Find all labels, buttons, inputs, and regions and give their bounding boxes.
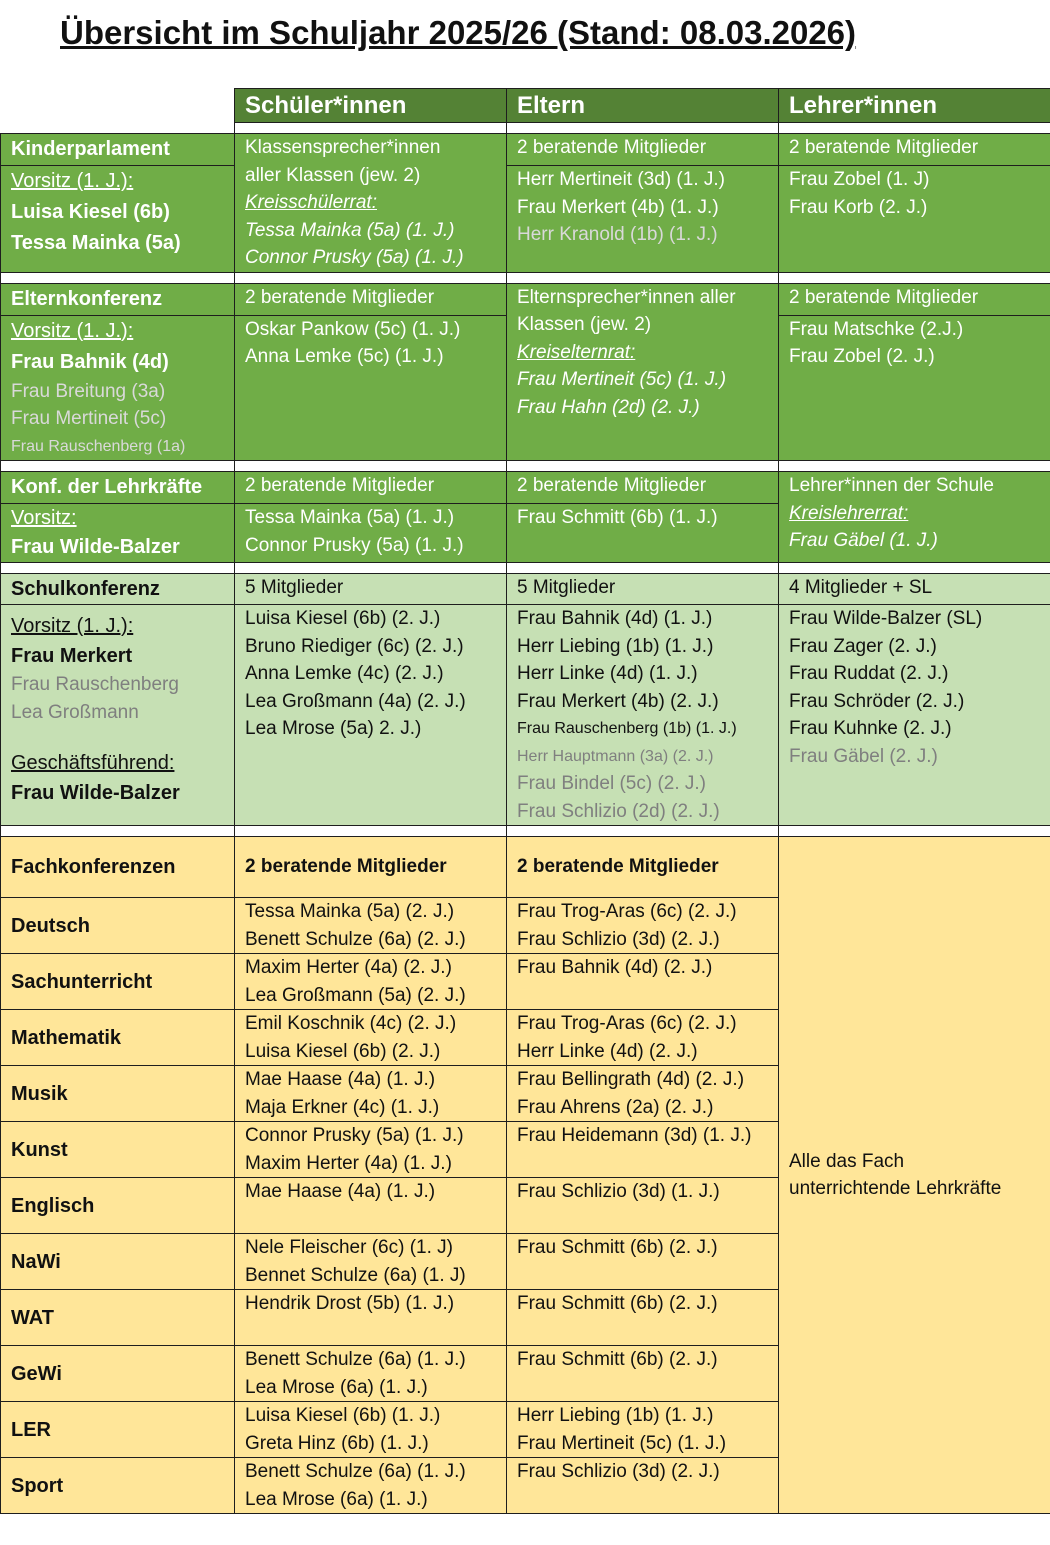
gap-blank	[1, 123, 235, 134]
fach-eltern-member: Frau Ahrens (2a) (2. J.)	[517, 1096, 714, 1118]
fach-name: Englisch	[1, 1178, 235, 1234]
kp-eltern-count: 2 beratende Mitglieder	[507, 134, 779, 166]
fach-name: Kunst	[1, 1122, 235, 1178]
fach-eltern-members	[507, 1010, 779, 1066]
fach-eltern-member: Frau Schmitt (6b) (2. J.)	[517, 1349, 718, 1370]
fach-eltern-member: Frau Bellingrath (4d) (2. J.)	[517, 1069, 745, 1090]
fach-schueler-member: Luisa Kiesel (6b) (1. J.)	[245, 1405, 441, 1426]
gap-row	[1, 563, 1050, 574]
kl-schueler-count: 2 beratende Mitglieder	[235, 472, 507, 504]
kp-vorsitz-member: Tessa Mainka (5a)	[11, 232, 181, 255]
sk-eltern-member: Frau Bahnik (4d) (1. J.)	[517, 608, 713, 629]
gap-cell	[235, 563, 507, 574]
fach-schueler-members	[235, 1346, 507, 1402]
fach-eltern-members	[507, 1066, 779, 1122]
kl-eltern-members	[507, 504, 779, 563]
fach-schueler-member: Maja Erkner (4c) (1. J.)	[245, 1096, 440, 1118]
gap-cell	[1, 563, 235, 574]
gap-cell	[779, 563, 1050, 574]
sk-eltern-count: 5 Mitglieder	[507, 574, 779, 605]
kp-eltern-member-inactive: Herr Kranold (1b) (1. J.)	[517, 224, 718, 246]
fach-schueler-member: Lea Mrose (6a) (1. J.)	[245, 1488, 428, 1510]
kl-kreis-label: Kreislehrerrat:	[789, 502, 909, 524]
gap-cell	[507, 123, 779, 134]
header-eltern: Eltern	[507, 89, 779, 123]
header-lehrer: Lehrer*innen	[779, 89, 1050, 123]
gap-row	[1, 826, 1050, 837]
kl-schueler-member: Tessa Mainka (5a) (1. J.)	[245, 507, 455, 528]
sk-gf-member: Frau Wilde-Balzer	[11, 782, 180, 804]
sk-lehrer-count: 4 Mitglieder + SL	[779, 574, 1050, 605]
fach-eltern-member: Herr Linke (4d) (2. J.)	[517, 1040, 698, 1062]
fach-schueler-member: Benett Schulze (6a) (1. J.)	[245, 1349, 466, 1370]
sk-gf-label: Geschäftsführend:	[11, 752, 175, 774]
kl-eltern-member: Frau Schmitt (6b) (1. J.)	[517, 507, 718, 528]
fach-schueler-members	[235, 1290, 507, 1346]
gap-cell	[1, 461, 235, 472]
fach-eltern-member: Frau Schlizio (3d) (2. J.)	[517, 1461, 720, 1482]
fach-name: WAT	[1, 1290, 235, 1346]
fk-schueler-count: 2 beratende Mitglieder	[235, 837, 507, 898]
sk-eltern-deputy: Herr Hauptmann (3a) (2. J.)	[517, 747, 714, 765]
kp-schueler-line: Klassensprecher*innen	[245, 137, 441, 158]
sk-eltern-member: Frau Merkert (4b) (2. J.)	[517, 690, 719, 712]
schulkonferenz-vorsitz	[1, 605, 235, 826]
sk-eltern-deputy: Frau Bindel (5c) (2. J.)	[517, 773, 706, 794]
fach-schueler-member: Lea Mrose (6a) (1. J.)	[245, 1376, 428, 1398]
ek-lehrer-member: Frau Zobel (2. J.)	[789, 346, 935, 367]
fach-schueler-members	[235, 1458, 507, 1514]
fach-schueler-member: Maxim Herter (4a) (2. J.)	[245, 957, 452, 978]
gap-cell	[507, 563, 779, 574]
fach-name: Sport	[1, 1458, 235, 1514]
fach-eltern-members	[507, 1290, 779, 1346]
fach-eltern-members	[507, 1458, 779, 1514]
fach-schueler-member: Emil Koschnik (4c) (2. J.)	[245, 1013, 457, 1034]
kp-kreis-label: Kreisschülerrat:	[245, 192, 377, 213]
kp-lehrer-members	[779, 166, 1050, 272]
sk-eltern-deputy: Frau Schlizio (2d) (2. J.)	[517, 800, 720, 822]
fach-name: GeWi	[1, 1346, 235, 1402]
fk-lehrer	[779, 837, 1050, 1514]
fach-eltern-members	[507, 1402, 779, 1458]
kl-lehrer	[779, 472, 1050, 563]
fach-eltern-member: Frau Schlizio (3d) (2. J.)	[517, 928, 720, 950]
gap-cell	[779, 461, 1050, 472]
schulkonferenz-row-2	[1, 605, 1050, 826]
header-row	[1, 89, 1050, 123]
kinderparlament-row-1	[1, 134, 1050, 166]
ek-schueler-members	[235, 315, 507, 461]
gap-cell	[1, 826, 235, 837]
fach-schueler-member: Connor Prusky (5a) (1. J.)	[245, 1125, 464, 1146]
kp-vorsitz-member: Luisa Kiesel (6b)	[11, 201, 170, 224]
sk-lehrer-member: Frau Zager (2. J.)	[789, 635, 937, 657]
ek-lehrer-members	[779, 315, 1050, 461]
fach-eltern-member: Frau Trog-Aras (6c) (2. J.)	[517, 1013, 737, 1034]
fach-eltern-member: Frau Schlizio (3d) (1. J.)	[517, 1181, 720, 1202]
fach-eltern-members	[507, 1234, 779, 1290]
gap-cell	[779, 826, 1050, 837]
ek-schueler-member: Oskar Pankow (5c) (1. J.)	[245, 318, 461, 340]
ek-vorsitz-label: Vorsitz (1. J.):	[11, 319, 134, 342]
fk-lehrer-line: Alle das Fach	[789, 1150, 905, 1172]
gap-row	[1, 123, 1050, 134]
fach-name: Mathematik	[1, 1010, 235, 1066]
kp-eltern-member: Herr Mertineit (3d) (1. J.)	[517, 169, 725, 191]
gap-cell	[779, 123, 1050, 134]
fach-schueler-members	[235, 1066, 507, 1122]
sk-schueler-count: 5 Mitglieder	[235, 574, 507, 605]
schulkonferenz-row-1	[1, 574, 1050, 605]
sk-schueler-members	[235, 605, 507, 826]
kl-eltern-count: 2 beratende Mitglieder	[507, 472, 779, 504]
fach-name: NaWi	[1, 1234, 235, 1290]
fach-eltern-member: Frau Trog-Aras (6c) (2. J.)	[517, 901, 737, 922]
gap-cell	[235, 123, 507, 134]
fach-schueler-members	[235, 1010, 507, 1066]
kp-kreis-member: Tessa Mainka (5a) (1. J.)	[245, 219, 455, 241]
sk-eltern-member: Herr Liebing (1b) (1. J.)	[517, 635, 714, 657]
ek-vorsitz-deputy: Frau Mertineit (5c)	[11, 408, 167, 429]
sk-vorsitz-member: Frau Merkert	[11, 645, 133, 667]
fach-schueler-member: Tessa Mainka (5a) (2. J.)	[245, 901, 455, 922]
fach-schueler-member: Maxim Herter (4a) (1. J.)	[245, 1152, 452, 1174]
sk-lehrer-member: Frau Schröder (2. J.)	[789, 690, 965, 712]
fach-eltern-member	[517, 1318, 768, 1346]
fach-schueler-members	[235, 1178, 507, 1234]
kp-kreis-member: Connor Prusky (5a) (1. J.)	[245, 247, 464, 268]
ek-lehrer-member: Frau Matschke (2.J.)	[789, 318, 964, 340]
gap-cell	[507, 272, 779, 283]
ek-schueler-count: 2 beratende Mitglieder	[235, 283, 507, 315]
sk-lehrer-member: Frau Kuhnke (2. J.)	[789, 718, 952, 739]
konferenz-lehrkraefte-name: Konf. der Lehrkräfte	[1, 472, 235, 504]
sk-spacer	[11, 726, 224, 748]
page-title: Übersicht im Schuljahr 2025/26 (Stand: 08.03.2026)	[60, 14, 857, 51]
fach-schueler-member	[245, 1206, 496, 1234]
sk-eltern-member: Frau Rauschenberg (1b) (1. J.)	[517, 720, 737, 737]
fach-name: Sachunterricht	[1, 954, 235, 1010]
kinderparlament-name: Kinderparlament	[1, 134, 235, 166]
fach-eltern-member: Frau Schmitt (6b) (2. J.)	[517, 1293, 718, 1314]
kl-schueler-member: Connor Prusky (5a) (1. J.)	[245, 534, 464, 556]
ek-lehrer-count: 2 beratende Mitglieder	[779, 283, 1050, 315]
fk-lehrer-line: unterrichtende Lehrkräfte	[789, 1178, 1002, 1199]
fach-schueler-member	[245, 1318, 496, 1346]
gap-cell	[1, 272, 235, 283]
konferenz-lehrkraefte-vorsitz	[1, 504, 235, 563]
sk-vorsitz-deputy: Lea Großmann	[11, 701, 139, 723]
gap-row	[1, 461, 1050, 472]
fach-schueler-member: Greta Hinz (6b) (1. J.)	[245, 1432, 429, 1454]
sk-lehrer-deputy: Frau Gäbel (2. J.)	[789, 745, 938, 767]
fach-eltern-member: Frau Heidemann (3d) (1. J.)	[517, 1125, 752, 1146]
fach-schueler-members	[235, 1122, 507, 1178]
gap-cell	[235, 826, 507, 837]
sk-schueler-member: Luisa Kiesel (6b) (2. J.)	[245, 608, 441, 629]
kinderparlament-vorsitz	[1, 166, 235, 272]
sk-lehrer-member: Frau Ruddat (2. J.)	[789, 663, 949, 684]
kp-lehrer-member: Frau Zobel (1. J)	[789, 169, 930, 191]
fach-schueler-member: Mae Haase (4a) (1. J.)	[245, 1069, 436, 1090]
kp-eltern-members	[507, 166, 779, 272]
sk-vorsitz-label: Vorsitz (1. J.):	[11, 615, 134, 637]
fach-eltern-members	[507, 1178, 779, 1234]
sk-schueler-member: Bruno Riediger (6c) (2. J.)	[245, 635, 464, 657]
gap-cell	[235, 272, 507, 283]
gap-row	[1, 272, 1050, 283]
konferenz-lehrkraefte-row-1	[1, 472, 1050, 504]
fach-eltern-members	[507, 1122, 779, 1178]
fach-schueler-members	[235, 1234, 507, 1290]
fach-eltern-members	[507, 1346, 779, 1402]
ek-eltern-line: Elternsprecher*innen aller	[517, 286, 736, 308]
fach-eltern-member	[517, 1262, 768, 1290]
fach-schueler-members	[235, 898, 507, 954]
fach-eltern-member	[517, 982, 768, 1010]
fach-eltern-member: Frau Bahnik (4d) (2. J.)	[517, 957, 713, 978]
fach-eltern-member: Herr Liebing (1b) (1. J.)	[517, 1405, 714, 1426]
fach-eltern-member	[517, 1206, 768, 1234]
ek-kreis-member: Frau Mertineit (5c) (1. J.)	[517, 369, 727, 390]
fach-eltern-members	[507, 898, 779, 954]
kinderparlament-row-2	[1, 166, 1050, 272]
ek-eltern	[507, 283, 779, 461]
fach-schueler-member: Benett Schulze (6a) (1. J.)	[245, 1461, 466, 1482]
header-blank	[1, 89, 235, 123]
kp-vorsitz-label: Vorsitz (1. J.):	[11, 170, 134, 193]
fach-schueler-members	[235, 1402, 507, 1458]
kp-schueler-line: aller Klassen (jew. 2)	[245, 164, 421, 186]
fach-schueler-member: Benett Schulze (6a) (2. J.)	[245, 928, 466, 950]
kp-lehrer-member: Frau Korb (2. J.)	[789, 196, 928, 218]
kl-vorsitz-member: Frau Wilde-Balzer	[11, 536, 180, 558]
fachkonferenzen-name: Fachkonferenzen	[1, 837, 235, 898]
fach-schueler-member: Hendrik Drost (5b) (1. J.)	[245, 1293, 455, 1314]
fach-name: Deutsch	[1, 898, 235, 954]
gap-cell	[235, 461, 507, 472]
elternkonferenz-row-1	[1, 283, 1050, 315]
kinderparlament-schueler	[235, 134, 507, 273]
ek-schueler-member: Anna Lemke (5c) (1. J.)	[245, 346, 444, 367]
sk-schueler-member: Lea Mrose (5a) 2. J.)	[245, 718, 422, 739]
fach-schueler-member: Bennet Schulze (6a) (1. J)	[245, 1264, 466, 1286]
sk-eltern-members	[507, 605, 779, 826]
kp-eltern-member: Frau Merkert (4b) (1. J.)	[517, 196, 719, 218]
ek-vorsitz-member: Frau Bahnik (4d)	[11, 350, 169, 373]
gap-cell	[507, 826, 779, 837]
fach-schueler-members	[235, 954, 507, 1010]
ek-eltern-line: Klassen (jew. 2)	[517, 314, 652, 335]
fach-eltern-member	[517, 1150, 768, 1178]
fach-eltern-member: Frau Mertineit (5c) (1. J.)	[517, 1432, 727, 1454]
gap-cell	[779, 272, 1050, 283]
fach-schueler-member: Nele Fleischer (6c) (1. J)	[245, 1237, 453, 1258]
ek-vorsitz-deputy: Frau Rauschenberg (1a)	[11, 437, 186, 455]
sk-eltern-member: Herr Linke (4d) (1. J.)	[517, 663, 698, 684]
sk-schueler-member: Anna Lemke (4c) (2. J.)	[245, 663, 444, 684]
fach-schueler-member: Lea Großmann (5a) (2. J.)	[245, 984, 466, 1006]
kp-lehrer-count: 2 beratende Mitglieder	[779, 134, 1050, 166]
overview-table	[0, 88, 1050, 1514]
header-schueler: Schüler*innen	[235, 89, 507, 123]
fach-eltern-member	[517, 1486, 768, 1514]
kl-lehrer-line: Lehrer*innen der Schule	[789, 475, 994, 496]
fach-eltern-member: Frau Schmitt (6b) (2. J.)	[517, 1237, 718, 1258]
fach-schueler-member: Mae Haase (4a) (1. J.)	[245, 1181, 436, 1202]
sk-lehrer-members	[779, 605, 1050, 826]
fachkonferenzen-header-row	[1, 837, 1050, 898]
fach-name: Musik	[1, 1066, 235, 1122]
fach-eltern-members	[507, 954, 779, 1010]
elternkonferenz-name: Elternkonferenz	[1, 283, 235, 315]
gap-cell	[507, 461, 779, 472]
ek-vorsitz-deputy: Frau Breitung (3a)	[11, 380, 166, 402]
elternkonferenz-vorsitz	[1, 315, 235, 461]
fk-eltern-count: 2 beratende Mitglieder	[507, 837, 779, 898]
sk-vorsitz-deputy: Frau Rauschenberg	[11, 674, 179, 695]
fach-eltern-member	[517, 1374, 768, 1402]
kl-kreis-member: Frau Gäbel (1. J.)	[789, 530, 938, 551]
ek-kreis-member: Frau Hahn (2d) (2. J.)	[517, 396, 700, 418]
kl-schueler-members	[235, 504, 507, 563]
ek-kreis-label: Kreiselternrat:	[517, 341, 636, 363]
fach-name: LER	[1, 1402, 235, 1458]
kl-vorsitz-label: Vorsitz:	[11, 507, 77, 529]
sk-lehrer-member: Frau Wilde-Balzer (SL)	[789, 608, 983, 629]
schulkonferenz-name: Schulkonferenz	[1, 574, 235, 605]
sk-schueler-member: Lea Großmann (4a) (2. J.)	[245, 690, 466, 712]
fach-schueler-member: Luisa Kiesel (6b) (2. J.)	[245, 1040, 441, 1062]
